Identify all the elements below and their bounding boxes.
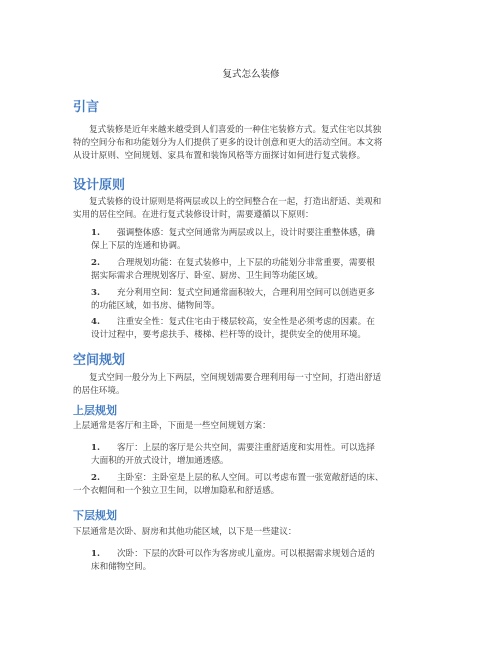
list-item bbox=[73, 472, 436, 498]
list-text-line-1: 注重安全性：复式住宅由于楼层较高，安全性是必须考虑的因素。在 bbox=[117, 317, 375, 327]
heading-principles: 设计原则 bbox=[73, 178, 126, 193]
heading-space-planning: 空间规划 bbox=[73, 353, 126, 368]
list-text-line-2: 保上下层的连通和协调。 bbox=[91, 241, 186, 251]
list-text-line-2: 大面积的开放式设计，增加通透感。 bbox=[91, 456, 229, 466]
intro-line-3: 从设计原则、空间规划、家具布置和装饰风格等方面探讨如何进行复式装修。 bbox=[73, 151, 366, 161]
list-number: 3. bbox=[91, 288, 100, 298]
list-number: 1. bbox=[91, 443, 100, 453]
list-text-line-2: 一个衣帽间和一个独立卫生间，以增加隐私和舒适感。 bbox=[73, 486, 280, 496]
list-text-line-1: 客厅：上层的客厅是公共空间，需要注重舒适度和实用性。可以选择 bbox=[117, 443, 375, 453]
document-title: 复式怎么装修 bbox=[222, 69, 280, 80]
list-text-line-2: 据实际需求合理规划客厅、卧室、厨房、卫生间等功能区域。 bbox=[91, 271, 324, 281]
upper-paragraph: 上层通常是客厅和主卧，下面是一些空间规划方案： bbox=[73, 421, 271, 431]
heading-intro: 引言 bbox=[73, 100, 100, 115]
intro-line-2: 特的空间分布和功能划分为人们提供了更多的设计创意和更大的活动空间。本文将 bbox=[73, 138, 383, 148]
space-paragraph bbox=[73, 372, 443, 398]
list-text-line-2: 床和储物空间。 bbox=[91, 562, 152, 572]
list-item bbox=[91, 287, 443, 313]
list-number: 1. bbox=[91, 228, 100, 238]
heading-lower-floor: 下层规划 bbox=[73, 509, 117, 522]
principles-line-1: 复式装修的设计原则是将两层或以上的空间整合在一起，打造出舒适、美观和 bbox=[89, 197, 382, 207]
principles-paragraph bbox=[73, 196, 443, 222]
space-line-1: 复式空间一般分为上下两层，空间规划需要合理利用每一寸空间，打造出舒适 bbox=[89, 373, 382, 383]
space-line-2: 的居住环境。 bbox=[73, 386, 125, 396]
list-item bbox=[91, 548, 443, 574]
list-text-line-2: 的功能区域，如书房、储物间等。 bbox=[91, 301, 220, 311]
list-text-line-1: 充分利用空间：复式空间通常面积较大，合理利用空间可以创造更多 bbox=[117, 288, 375, 298]
list-text-line-1: 次卧：下层的次卧可以作为客房或儿童房。可以根据需求规划合适的 bbox=[117, 549, 375, 559]
list-text-line-1: 合理规划功能：在复式装修中，上下层的功能划分非常重要，需要根 bbox=[117, 258, 375, 268]
lower-paragraph: 下层通常是次卧、厨房和其他功能区域，以下是一些建议： bbox=[73, 527, 297, 537]
intro-paragraph bbox=[73, 124, 443, 163]
list-number: 2. bbox=[91, 473, 100, 483]
list-item bbox=[91, 257, 443, 283]
list-item bbox=[91, 316, 443, 342]
list-item bbox=[91, 227, 443, 253]
principles-line-2: 实用的居住空间。在进行复式装修设计时，需要遵循以下原则： bbox=[73, 210, 314, 220]
intro-line-1: 复式装修是近年来越来越受到人们喜爱的一种住宅装修方式。复式住宅以其独 bbox=[89, 125, 382, 135]
list-text-line-1: 强调整体感：复式空间通常为两层或以上，设计时要注重整体感，确 bbox=[117, 228, 375, 238]
list-number: 4. bbox=[91, 317, 100, 327]
list-item bbox=[91, 442, 443, 468]
list-number: 2. bbox=[91, 258, 100, 268]
list-number: 1. bbox=[91, 549, 100, 559]
list-text-line-2: 设计过程中，要考虑扶手、楼梯、栏杆等的设计，提供安全的使用环境。 bbox=[91, 330, 367, 340]
list-text-line-1: 主卧室：主卧室是上层的私人空间。可以考虑布置一张宽敞舒适的床、 bbox=[117, 473, 384, 483]
heading-upper-floor: 上层规划 bbox=[73, 404, 117, 417]
